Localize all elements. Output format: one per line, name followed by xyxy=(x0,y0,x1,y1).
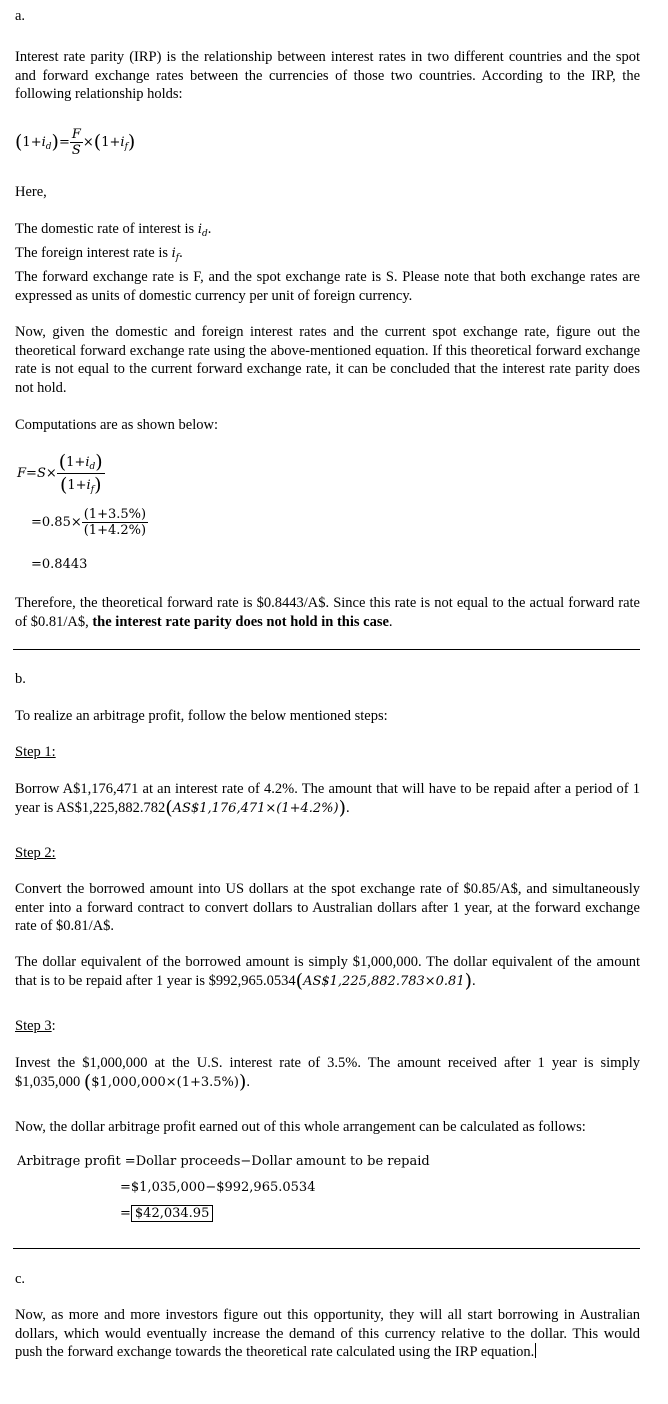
therefore-text: Therefore, the theoretical forward rate is $0.8443/A$. Since this rate is not equal to the actual forward rate of $0.81/A$, xyxy=(15,595,640,630)
now-given-paragraph: Now, given the domestic and foreign interest rates and the current spot exchange rate, figure out the theoretical forward exchange rate using the above-mentioned equation. If this theoretical forward exchange rate is not equal to the current forward exchange rate, it can be concluded that the interest rate parity does not hold. xyxy=(15,324,640,396)
step2-math: (AS$1,225,882.783×0.81) xyxy=(295,969,473,992)
domestic-rate-symbol: $i_d$ xyxy=(197,222,208,239)
computations-text: Computations are as shown below: xyxy=(15,417,218,433)
domestic-rate-line: The domestic rate of interest is $i_d$. xyxy=(15,221,212,239)
step1-heading: Step 1: xyxy=(15,744,56,760)
step1-paragraph: Borrow A$1,176,471 at an interest rate of 4.2%. The amount that will have to be repaid after a period of 1 year is AS$1,225,882.782(AS$1,176,471×(1+4.2%)). xyxy=(15,781,640,819)
therefore-end: . xyxy=(388,613,393,630)
step2-math-expr: AS$1,225,882.783×0.81 xyxy=(303,973,465,989)
step3-text: Invest the $1,000,000 at the U.S. interest rate of 3.5%. The amount received after 1 year is simply $1,035,000 xyxy=(15,1055,640,1090)
step1-math: (AS$1,176,471×(1+4.2%)) xyxy=(165,796,347,819)
step2-equiv-text: The dollar equivalent of the borrowed amount is simply $1,000,000. The dollar equivalent of the amount that is to be repaid after 1 year is $992,965.0534 xyxy=(15,954,640,989)
forward-spot-paragraph: The forward exchange rate is F, and the spot exchange rate is S. Please note that both exchange rates are expressed as units of domestic currency per unit of foreign currency. xyxy=(15,269,640,304)
profit-result-box: $42,034.95 xyxy=(131,1205,213,1222)
arbitrage-intro: To realize an arbitrage profit, follow the below mentioned steps: xyxy=(15,708,388,724)
step3-math-expr: $1,000,000×(1+3.5%) xyxy=(91,1074,239,1090)
irp-conclusion: the interest rate parity does not hold in this case xyxy=(92,613,389,630)
profit-line-2: =$1,035,000−$992,965.0534 xyxy=(120,1180,316,1195)
forward-rate-formula: F=S× $\frac{(1+i_d)}{(1+i_f)}$ xyxy=(17,451,103,496)
foreign-rate-line: The foreign interest rate is $i_f$. xyxy=(15,245,183,263)
step3-paragraph: Invest the $1,000,000 at the U.S. interest rate of 3.5%. The amount received after 1 year is simply $1,035,000 ($1,000,000×(1+3.5%)). xyxy=(15,1055,640,1093)
forward-rate-substitution xyxy=(31,507,148,538)
calc-numerator: (1+3.5%) xyxy=(83,507,147,522)
step2-heading: Step 2: xyxy=(15,845,56,861)
part-c-paragraph xyxy=(15,1306,640,1362)
calc-denominator: (1+4.2%) xyxy=(83,523,147,538)
profit-intro: Now, the dollar arbitrage profit earned out of this whole arrangement can be calculated as follows: xyxy=(15,1119,586,1135)
foreign-rate-text: The foreign interest rate is xyxy=(15,245,168,261)
step3-heading: Step 3 xyxy=(15,1018,52,1034)
step3-math: ($1,000,000×(1+3.5%)) xyxy=(83,1070,247,1093)
here-text: Here, xyxy=(15,184,47,200)
step1-text: Borrow A$1,176,471 at an interest rate of 4.2%. The amount that will have to be repaid after a period of 1 year is AS$1,225,882.782 xyxy=(15,781,640,816)
section-divider-bc xyxy=(13,1248,640,1249)
profit-line-3 xyxy=(120,1206,213,1221)
forward-rate-result: =0.8443 xyxy=(31,557,88,572)
irp-intro-paragraph: Interest rate parity (IRP) is the relationship between interest rates in two different countries and the spot and forward exchange rates between the currencies of those two countries. According to the IRP, the following relationship holds: xyxy=(15,49,640,102)
profit-line-1: Arbitrage profit =Dollar proceeds−Dollar amount to be repaid xyxy=(17,1154,430,1169)
step2-equivalent-paragraph: The dollar equivalent of the borrowed amount is simply $1,000,000. The dollar equivalent of the amount that is to be repaid after 1 year is $992,965.0534(AS$1,225,882.783×0.81). xyxy=(15,954,640,992)
part-b-label: b. xyxy=(15,671,26,687)
text-cursor xyxy=(535,1343,536,1358)
section-divider-ab xyxy=(13,649,640,650)
irp-equation: $(1+i_d)=$ $\frac{F}{S}$ $\times(1+i_f)$ xyxy=(15,127,136,158)
profit-equals: = xyxy=(120,1206,131,1221)
foreign-rate-symbol: $i_f$ xyxy=(171,246,180,263)
therefore-paragraph xyxy=(15,594,640,631)
calc-coef: =0.85× xyxy=(31,515,82,530)
part-c-label: c. xyxy=(15,1271,26,1287)
step1-math-expr: AS$1,176,471×(1+4.2%) xyxy=(172,800,339,816)
part-a-label: a. xyxy=(15,8,26,24)
step3-heading-line: Step 3: xyxy=(15,1018,56,1034)
domestic-rate-text: The domestic rate of interest is xyxy=(15,221,195,237)
step2-paragraph: Convert the borrowed amount into US dollars at the spot exchange rate of $0.85/A$, and simultaneously enter into a forward contract to convert dollars to Australian dollars after 1 year, at the forward exchange rate of $0.81/A$. xyxy=(15,881,640,934)
part-c-text: Now, as more and more investors figure out this opportunity, they will all start borrowing in Australian dollars, which would eventually increase the demand of this currency relative to the dollar. This would push the forward exchange towards the theoretical rate calculated using the IRP equation. xyxy=(15,1307,640,1360)
